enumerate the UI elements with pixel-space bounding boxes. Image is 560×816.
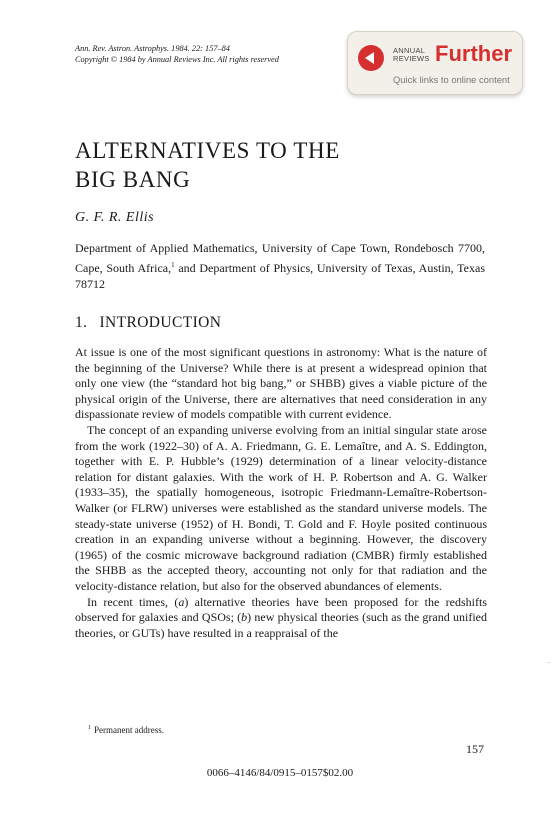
body-text xyxy=(75,345,487,641)
article-code: 0066–4146/84/0915–0157$02.00 xyxy=(206,767,354,779)
citation-line-2: Copyright © 1984 by Annual Reviews Inc. All rights reserved xyxy=(75,55,279,64)
annual-reviews-wordmark: ANNUAL REVIEWS xyxy=(393,46,430,63)
footnote-text: Permanent address. xyxy=(94,725,164,735)
paragraph-2: The concept of an expanding universe evolving from an initial singular state arose from the work (1922–30) of A. A. Friedmann, G. E. Lemaître, and A. S. Eddington, together with E. P. Hubble’s (1929) determination of a linear velocity-distance relation for distant galaxies. With the work of H. P. Robertson and A. G. Walker (1933–35), the spatially homogeneous, isotropic Friedmann-Lemaître-Robertson-Walker (or FLRW) universes were established as the standard universe models. The steady-state universe (1952) of H. Bondi, T. Gold and F. Hoyle posited continuous creation in an expanding universe without a beginning. However, the discovery (1965) of the cosmic microwave background radiation (CMBR) firmly established the SHBB as the accepted theory, accounting not only for that radiation and the velocity-distance relation, but also for the observed abundances of elements. xyxy=(75,422,487,593)
citation-line-1: Ann. Rev. Astron. Astrophys. 1984. 22: 157–84 xyxy=(75,44,230,53)
article-title xyxy=(75,136,340,194)
further-subtitle: Quick links to online content xyxy=(393,74,510,85)
section-number: 1. xyxy=(75,314,88,331)
back-arrow-icon xyxy=(358,45,384,71)
footnote xyxy=(88,725,164,735)
further-links-badge[interactable] xyxy=(347,31,523,95)
paragraph-3: In recent times, (a) alternative theories have been proposed for the redshifts observed for galaxies and QSOs; (b) new physical theories (such as the grand unified theories, or GUTs) have resulted in a reappraisal of the xyxy=(75,594,487,640)
journal-citation xyxy=(75,43,279,65)
section-heading xyxy=(75,314,221,332)
section-title: INTRODUCTION xyxy=(99,314,222,331)
author-name: G. F. R. Ellis xyxy=(75,210,155,225)
title-line-1: ALTERNATIVES TO THE xyxy=(75,138,340,163)
footnote-number: 1 xyxy=(88,725,91,731)
further-word: Further xyxy=(435,41,512,66)
footnote-marker: 1 xyxy=(171,260,175,269)
page-number: 157 xyxy=(466,742,484,756)
paragraph-1: At issue is one of the most significant questions in astronomy: What is the nature of the beginning of the Universe? While there is at present a widespread opinion that only one view (the “standard hot big bang,” or SHBB) gives a viable picture of the physical origin of the Universe, there are alternatives that need consideration in any dispassionate review of models compatible with current evidence. xyxy=(75,345,487,422)
affiliation: Department of Applied Mathematics, University of Cape Town, Rondebosch 7700, Cape, South Africa,$^1$ and Department of Physics, University of Texas, Austin, Texas 78712 xyxy=(75,241,485,292)
scan-speck xyxy=(548,662,550,663)
title-line-2: BIG BANG xyxy=(75,167,191,192)
